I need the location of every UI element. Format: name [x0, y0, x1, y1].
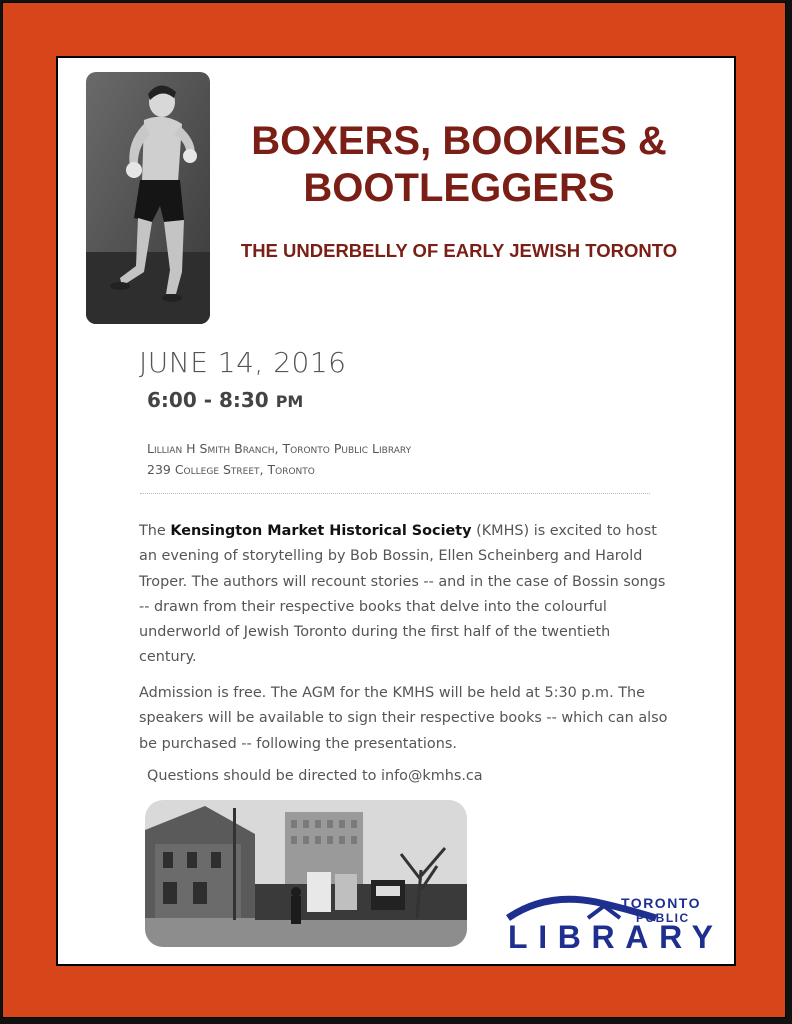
street-photo [145, 800, 467, 947]
venue-name: Lillian H Smith Branch, Toronto Public Library [147, 441, 412, 456]
boxer-photo [86, 72, 210, 324]
toronto-public-library-logo [506, 892, 720, 950]
event-time [147, 388, 303, 412]
contact-paragraph: Questions should be directed to info@kmhs.ca [147, 768, 483, 784]
event-title: BOXERS, BOOKIES & BOOTLEGGERS [251, 119, 667, 210]
event-time-suffix: PM [275, 392, 304, 411]
divider [140, 493, 650, 494]
venue-address: 239 College Street, Toronto [147, 462, 315, 477]
description-intro: The [139, 523, 171, 539]
description-paragraph [139, 519, 669, 671]
event-subtitle: THE UNDERBELLY OF EARLY JEWISH TORONTO [240, 240, 678, 261]
logo-line-library: LIBRARY [508, 919, 716, 950]
logo-line-toronto: TORONTO [621, 895, 701, 911]
admission-paragraph: Admission is free. The AGM for the KMHS will be held at 5:30 p.m. The speakers will be available to sign their respective books -- which can also be purchased -- following the presentations. [139, 685, 668, 752]
venue [147, 438, 411, 480]
event-date: JUNE 14, 2016 [139, 346, 347, 379]
logo-line-public: PUBLIC [636, 911, 690, 925]
description-text: (KMHS) is excited to host an evening of storytelling by Bob Bossin, Ellen Scheinberg and Harold Troper. The authors will recount stories -- and in the case of Bossin songs -- drawn from their respective books that delve into the colourful underworld of Jewish Toronto during the first half of the twentieth century. [139, 523, 666, 666]
organization-name: Kensington Market Historical Society [170, 523, 472, 539]
event-time-main: 6:00 - 8:30 [147, 388, 276, 412]
